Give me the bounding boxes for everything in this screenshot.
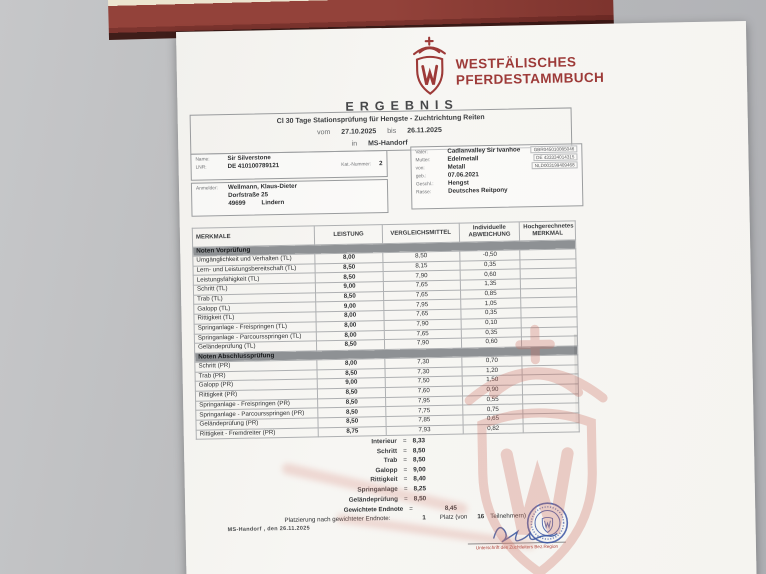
leistung-cell: 8,50: [318, 387, 386, 398]
summary-label: Interieur: [371, 437, 397, 446]
summary-value: 9,00: [413, 466, 426, 474]
vergleichsmittel-cell: 7,60: [385, 386, 462, 397]
anmelder-zip: 49699: [228, 199, 246, 208]
date-to: 26.11.2025: [407, 126, 442, 135]
pedigree-value: Metall: [447, 163, 466, 171]
brand-line2: PFERDESTAMMBUCH: [455, 69, 605, 88]
leistung-cell: 9,00: [316, 301, 384, 312]
abweichung-cell: -0,50: [459, 250, 520, 261]
merkmal-cell: Rittigkeit - Fremdreiter (PR): [196, 428, 318, 440]
anmelder-name: Wellmann, Klaus-Dieter: [227, 182, 298, 192]
merkmal-cell: Galopp (PR): [195, 379, 317, 391]
vergleichsmittel-cell: 7,93: [386, 425, 463, 436]
summary-label: Schritt: [376, 447, 398, 455]
abweichung-cell: 0,35: [460, 308, 521, 319]
leistung-cell: 8,00: [315, 253, 383, 264]
equals-sign: =: [403, 476, 408, 484]
col-header-hochgerechnet: Hochgerechnetes MERKMAL: [520, 221, 576, 241]
anmelder-city: Lindern: [261, 198, 285, 207]
anmelder-box: Anmelder: Wellmann, Klaus-Dieter Dorfstraße 25 49699 Lindern: [191, 179, 389, 217]
merkmal-cell: Springanlage - Parcoursspringen (PR): [196, 408, 318, 420]
abweichung-cell: 0,55: [462, 395, 523, 406]
equals-sign: =: [403, 456, 408, 464]
abweichung-cell: 0,82: [463, 424, 524, 435]
event-location: in MS-Handorf: [351, 139, 408, 148]
pedigree-label: Mutter:: [415, 158, 431, 164]
endnote-line: Gewichtete Endnote = 8,45: [343, 504, 457, 514]
leistung-cell: 8,00: [316, 330, 384, 341]
summary-value: 8,40: [413, 475, 426, 483]
abweichung-cell: 1,20: [462, 365, 523, 376]
merkmal-cell: Trab (PR): [195, 369, 317, 381]
pedigree-label: geb.:: [415, 174, 427, 180]
vergleichsmittel-cell: 7,90: [384, 319, 461, 330]
equals-sign: =: [403, 447, 407, 455]
col-header-merkmale: MERKMALE: [192, 226, 315, 247]
pedigree-id: NLD003199409468: [532, 161, 578, 169]
pedigree-box: [410, 143, 583, 209]
pedigree-label: von:: [415, 166, 425, 172]
abweichung-cell: 0,85: [460, 289, 521, 300]
horse-name: Sir Silverstone: [227, 154, 271, 163]
vergleichsmittel-cell: 7,90: [383, 270, 460, 281]
pedigree-value: Deutsches Reitpony: [448, 186, 508, 195]
merkmal-cell: Geländeprüfung (TL): [194, 341, 316, 353]
pedigree-id: GBR045010085046: [531, 145, 578, 153]
summary-label: Galopp: [375, 466, 398, 475]
equals-sign: =: [402, 437, 407, 445]
abweichung-cell: 0,35: [461, 327, 522, 338]
merkmal-cell: Geländeprüfung (PR): [196, 418, 318, 430]
vergleichsmittel-cell: 7,30: [385, 357, 462, 368]
summary-value: 8,50: [413, 494, 427, 503]
leistung-cell: 9,00: [317, 378, 385, 389]
horse-lnr: DE 410100789121: [227, 162, 280, 171]
merkmal-cell: Galopp (TL): [194, 302, 316, 314]
horse-id-box: Name: Sir Silverstone LNR: DE 410100789121 Kat.-Nummer: 2: [190, 150, 387, 181]
merkmal-cell: Schritt (PR): [195, 360, 317, 372]
merkmal-cell: Springanlage - Freispringen (PR): [196, 398, 318, 410]
leistung-cell: 8,50: [317, 368, 385, 379]
leistung-cell: 9,00: [316, 282, 384, 293]
pedigree-value: Edelmetall: [447, 155, 479, 163]
vergleichsmittel-cell: 7,65: [384, 309, 461, 320]
merkmal-cell: Umgänglichkeit und Verhalten (TL): [193, 254, 315, 266]
abweichung-cell: 0,35: [460, 260, 521, 271]
merkmal-cell: Springanlage - Freispringen (TL): [194, 322, 316, 334]
abweichung-cell: 0,60: [461, 337, 522, 348]
place-date: MS-Handorf , den 26.11.2025: [227, 525, 311, 534]
summary-label: Geländeprüfung: [348, 495, 399, 504]
summary-value: 8,50: [412, 446, 426, 455]
summary-value: 8,25: [413, 485, 427, 493]
pedigree-label: Geschl.:: [415, 182, 434, 188]
vergleichsmittel-cell: 7,95: [384, 300, 461, 311]
leistung-cell: 8,00: [317, 358, 385, 369]
vergleichsmittel-cell: 7,90: [384, 338, 461, 349]
vergleichsmittel-cell: 7,75: [386, 405, 463, 416]
abweichung-cell: 0,10: [461, 318, 522, 329]
abweichung-cell: 0,65: [463, 414, 524, 425]
leistung-cell: 8,50: [317, 340, 385, 351]
vergleichsmittel-cell: 8,50: [383, 251, 460, 262]
vergleichsmittel-cell: 7,85: [386, 415, 463, 426]
summary-label: Rittigkeit: [370, 476, 398, 484]
vergleichsmittel-cell: 7,50: [385, 376, 462, 387]
endnote-value: 8,45: [444, 504, 457, 512]
pferdestammbuch-crest-icon: [408, 35, 451, 104]
round-stamp-icon: [525, 501, 570, 546]
hochgerechnet-cell: [524, 423, 580, 434]
brand-line1: WESTFÄLISCHES: [455, 54, 577, 72]
vergleichsmittel-cell: 7,95: [386, 396, 463, 407]
leistung-cell: 8,50: [315, 262, 383, 273]
merkmal-cell: Trab (TL): [194, 293, 316, 305]
equals-sign: =: [403, 466, 408, 474]
kat-nummer: 2: [379, 160, 383, 168]
leistung-cell: 8,00: [316, 311, 384, 322]
table-section-title: Noten Abschlussprüfung: [195, 346, 578, 362]
summary-value: 8,50: [412, 456, 426, 464]
summary-label: Trab: [383, 457, 398, 465]
date-from: 27.10.2025: [341, 128, 377, 136]
vergleichsmittel-cell: 7,30: [385, 367, 462, 378]
merkmal-cell: Leistungsfähigkeit (TL): [193, 273, 315, 285]
equals-sign: =: [403, 495, 408, 503]
pedigree-label: Vater:: [415, 150, 428, 156]
anmelder-street: Dorfstraße 25: [228, 191, 269, 200]
vergleichsmittel-cell: 7,65: [383, 280, 460, 291]
vergleichsmittel-cell: 8,15: [383, 261, 460, 272]
leistung-cell: 8,50: [318, 417, 386, 428]
abweichung-cell: 0,60: [460, 269, 521, 280]
abweichung-cell: 0,90: [462, 385, 523, 396]
vergleichsmittel-cell: 7,65: [384, 329, 461, 340]
pedigree-label: Rasse:: [416, 190, 432, 196]
col-header-leistung: LEISTUNG: [314, 225, 382, 245]
page-title: ERGEBNIS: [345, 97, 459, 114]
merkmal-cell: Lern- und Leistungsbereitschaft (TL): [193, 264, 315, 276]
pedigree-id: DE 433334014315: [533, 153, 577, 161]
pedigree-value: Cadlanvalley Sir Ivanhoe: [447, 146, 521, 155]
abweichung-cell: 1,50: [462, 375, 523, 386]
merkmal-cell: Rittigkeit (TL): [194, 312, 316, 324]
leistung-cell: 8,50: [315, 272, 383, 283]
abweichung-cell: 0,70: [461, 356, 522, 367]
table-section-title: Noten Vorprüfung: [193, 240, 576, 256]
event-title: Cl 30 Tage Stationsprüfung für Hengste - Zuchtrichtung Reiten: [276, 114, 485, 126]
abweichung-cell: 0,75: [462, 404, 523, 415]
pedigree-value: Hengst: [447, 179, 470, 187]
col-header-abweichung: Individuelle ABWEICHUNG: [459, 222, 520, 242]
signature-caption: Unterschrift des Zuchtleiters Bez.Region: [468, 542, 566, 551]
summary-value: 8,33: [412, 437, 426, 445]
col-header-vergleichsmittel: VERGLEICHSMITTEL: [382, 223, 459, 243]
brand-name: [456, 54, 605, 89]
result-sheet: [176, 21, 757, 574]
leistung-cell: 8,75: [318, 426, 386, 437]
placement-line: Platzierung nach gewichteter Endnote: 1 Platz (von 16 Teilnehmern): [284, 512, 527, 525]
merkmal-cell: Schritt (TL): [193, 283, 315, 295]
merkmal-cell: Rittigkeit (PR): [195, 389, 317, 401]
leistung-cell: 8,50: [318, 397, 386, 408]
participant-count: 16: [477, 513, 485, 521]
placement-value: 1: [422, 514, 426, 522]
leistung-cell: 8,00: [316, 320, 384, 331]
pedigree-value: 07.06.2021: [447, 171, 479, 179]
summary-block: [244, 437, 426, 508]
equals-sign: =: [403, 485, 408, 493]
abweichung-cell: 1,05: [460, 298, 521, 309]
summary-label: Springanlage: [357, 485, 398, 494]
vergleichsmittel-cell: 7,65: [384, 290, 461, 301]
results-table: [192, 220, 580, 440]
abweichung-cell: 1,35: [460, 279, 521, 290]
event-dates: vom 27.10.2025 bis 26.11.2025: [317, 126, 442, 137]
leistung-cell: 8,50: [318, 407, 386, 418]
merkmal-cell: Springanlage - Parcoursspringen (TL): [194, 331, 316, 343]
leistung-cell: 8,50: [316, 291, 384, 302]
